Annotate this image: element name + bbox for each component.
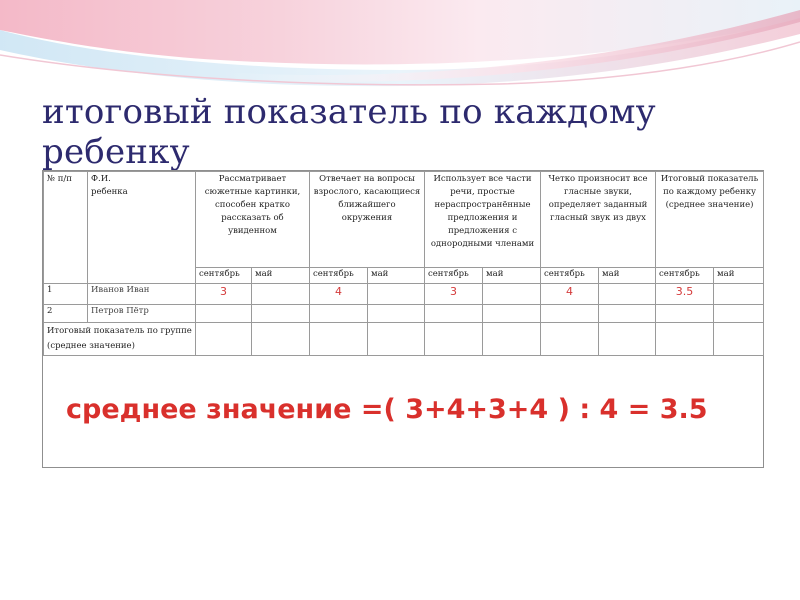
score-cell [310, 305, 368, 323]
score-cell [196, 305, 252, 323]
score-cell: 3 [196, 284, 252, 305]
subheader-may: май [714, 268, 764, 284]
score-cell [196, 323, 252, 356]
subheader-september: сентябрь [196, 268, 252, 284]
score-cell [541, 305, 599, 323]
score-cell [368, 284, 425, 305]
subheader-may: май [599, 268, 656, 284]
subheader-september: сентябрь [425, 268, 483, 284]
score-cell [714, 305, 764, 323]
table-row [44, 284, 764, 305]
group-header-questions: Отвечает на вопросы взрослого, касающиеся ближайшего окружения [310, 172, 425, 268]
score-cell: 4 [541, 284, 599, 305]
child-name: Петров Пётр [88, 305, 196, 323]
score-cell [599, 323, 656, 356]
col-name-header-line1: Ф.И. [91, 174, 111, 184]
score-cell: 3.5 [656, 284, 714, 305]
score-cell [252, 284, 310, 305]
score-cell [714, 284, 764, 305]
page-title: итоговый показатель по каждому ребенку [42, 92, 656, 172]
group-header-total-child: Итоговый показатель по каждому ребенку (среднее значение) [656, 172, 764, 268]
score-cell [483, 305, 541, 323]
subheader-september: сентябрь [541, 268, 599, 284]
assessment-table [43, 171, 764, 356]
average-formula: среднее значение =( 3+4+3+4 ) : 4 = 3.5 [66, 394, 708, 425]
score-cell [310, 323, 368, 356]
group-total-row [44, 323, 764, 356]
score-cell: 4 [310, 284, 368, 305]
group-header-speech-parts: Использует все части речи, простые нераспространённые предложения и предложения с однородными членами [425, 172, 541, 268]
col-name-header [88, 172, 196, 284]
score-cell [368, 323, 425, 356]
score-cell [425, 305, 483, 323]
group-total-label: Итоговый показатель по группе (среднее значение) [44, 323, 196, 356]
col-num-header: № п/п [44, 172, 88, 284]
decorative-banner [0, 0, 800, 90]
score-cell [656, 305, 714, 323]
table-row [44, 305, 764, 323]
score-cell [368, 305, 425, 323]
score-cell [714, 323, 764, 356]
subheader-may: май [252, 268, 310, 284]
score-cell [252, 323, 310, 356]
subheader-september: сентябрь [656, 268, 714, 284]
row-number: 1 [44, 284, 88, 305]
col-name-header-line2: ребенка [91, 187, 128, 197]
score-cell [483, 284, 541, 305]
group-header-pictures: Рассматривает сюжетные картинки, способен кратко рассказать об увиденном [196, 172, 310, 268]
score-cell [252, 305, 310, 323]
child-name: Иванов Иван [88, 284, 196, 305]
score-cell [599, 284, 656, 305]
row-number: 2 [44, 305, 88, 323]
score-cell [541, 323, 599, 356]
score-cell: 3 [425, 284, 483, 305]
subheader-may: май [368, 268, 425, 284]
score-cell [599, 305, 656, 323]
subheader-september: сентябрь [310, 268, 368, 284]
score-cell [656, 323, 714, 356]
subheader-may: май [483, 268, 541, 284]
score-cell [483, 323, 541, 356]
score-cell [425, 323, 483, 356]
group-header-vowels: Четко произносит все гласные звуки, определяет заданный гласный звук из двух [541, 172, 656, 268]
header-row [44, 172, 764, 268]
